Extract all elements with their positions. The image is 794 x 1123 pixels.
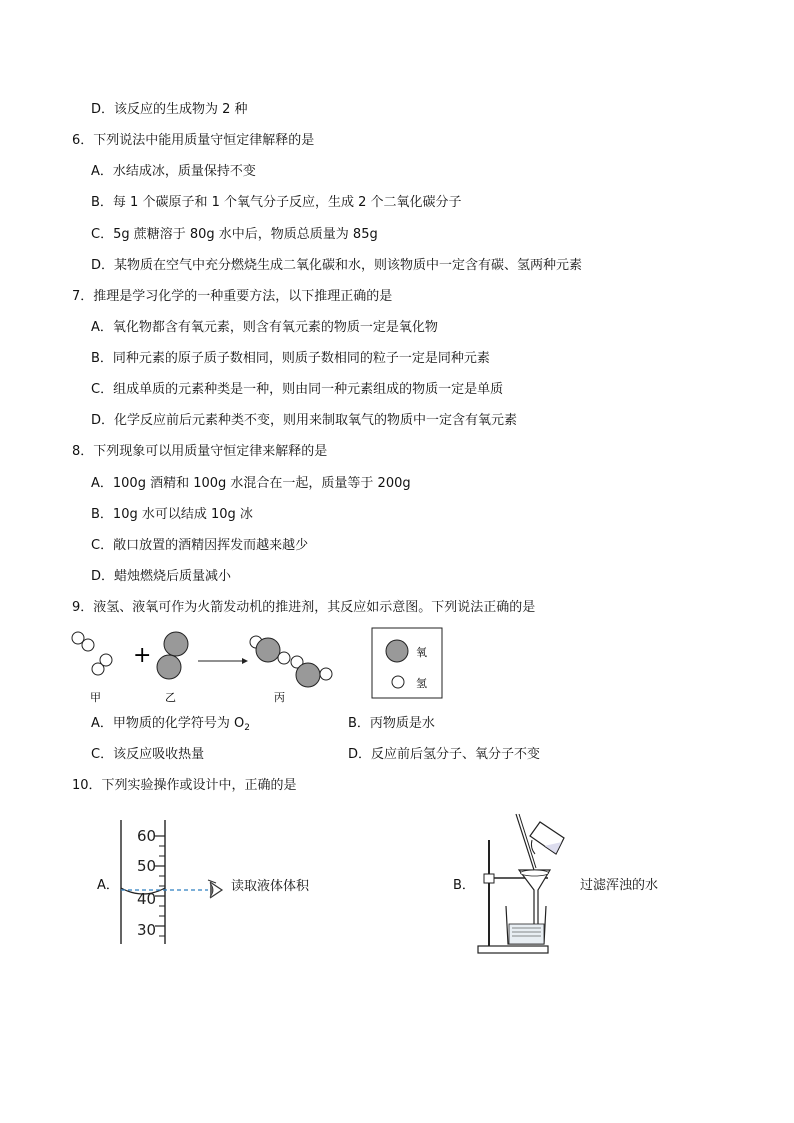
q9-option-c: C．该反应吸收热量 (91, 747, 205, 762)
diagram-legend (372, 628, 442, 698)
q8-option-c: C．敞口放置的酒精因挥发而越来越少 (91, 538, 309, 553)
q10-option-a-caption: 读取液体体积 (231, 879, 310, 894)
q10-option-b-caption: 过滤浑浊的水 (580, 878, 659, 893)
q9-option-d: D．反应前后氢分子、氧分子不变 (348, 747, 541, 762)
q7-option-d: D．化学反应前后元素种类不变，则用来制取氧气的物质中一定含有氧元素 (91, 413, 518, 428)
reaction-arrow (198, 658, 248, 664)
q7-option-c: C．组成单质的元素种类是一种，则由同一种元素组成的物质一定是单质 (91, 382, 504, 397)
q9-stem: 9．液氢、液氧可作为火箭发动机的推进剂，其反应如示意图。下列说法正确的是 (72, 600, 536, 615)
label-jia: 甲 (90, 691, 101, 704)
q5-option-d: D．该反应的生成物为 2 种 (91, 102, 248, 117)
plus-sign: + (133, 643, 152, 668)
q8-stem: 8．下列现象可以用质量守恒定律来解释的是 (72, 444, 328, 459)
label-yi: 乙 (165, 691, 176, 704)
q10-option-a-letter: A． (97, 878, 119, 893)
q8-option-b: B．10g 水可以结成 10g 冰 (91, 507, 253, 522)
q6-option-b: B．每 1 个碳原子和 1 个氧气分子反应，生成 2 个二氧化碳分子 (91, 195, 462, 210)
q6-option-a: A．水结成冰，质量保持不变 (91, 164, 256, 179)
graduated-cylinder-figure (112, 816, 332, 950)
cylinder-tick-30: 30 (137, 921, 157, 939)
receiving-beaker (506, 906, 546, 944)
legend-oxygen-label: 氧 (416, 646, 427, 659)
reaction-diagram (64, 622, 464, 708)
q8-option-d: D．蜡烛燃烧后质量减小 (91, 569, 232, 584)
q6-stem: 6．下列说法中能用质量守恒定律解释的是 (72, 133, 315, 148)
cylinder-tick-40: 40 (137, 890, 157, 908)
q9-option-a-subscript: 2 (244, 723, 250, 733)
glass-rod (516, 814, 536, 870)
label-bing: 丙 (274, 691, 285, 704)
hydrogen-molecules (72, 632, 112, 675)
q9-option-a (91, 715, 250, 737)
q6-option-d: D．某物质在空气中充分燃烧生成二氧化碳和水，则该物质中一定含有碳、氢两种元素 (91, 258, 583, 273)
filtration-apparatus-figure (472, 810, 672, 960)
cylinder-tick-50: 50 (137, 857, 157, 875)
q6-option-c: C．5g 蔗糖溶于 80g 水中后，物质总质量为 85g (91, 227, 378, 242)
q7-option-a: A．氧化物都含有氧元素，则含有氧元素的物质一定是氧化物 (91, 320, 438, 335)
cylinder-scale-ticks (155, 836, 165, 936)
oxygen-molecule (157, 632, 188, 679)
q7-option-b: B．同种元素的原子质子数相同，则质子数相同的粒子一定是同种元素 (91, 351, 490, 366)
q8-option-a: A．100g 酒精和 100g 水混合在一起，质量等于 200g (91, 476, 411, 491)
q9-option-b: B．丙物质是水 (348, 716, 435, 731)
legend-hydrogen-label: 氢 (416, 677, 427, 690)
cylinder-tick-60: 60 (137, 827, 157, 845)
q7-stem: 7．推理是学习化学的一种重要方法，以下推理正确的是 (72, 289, 393, 304)
water-molecules (250, 636, 332, 687)
pouring-beaker (530, 822, 564, 854)
q9-option-a-text: A．甲物质的化学符号为 O (91, 716, 245, 731)
q10-option-b-letter: B． (453, 878, 475, 893)
q10-stem: 10．下列实验操作或设计中，正确的是 (72, 778, 297, 793)
eye-icon (208, 880, 222, 898)
